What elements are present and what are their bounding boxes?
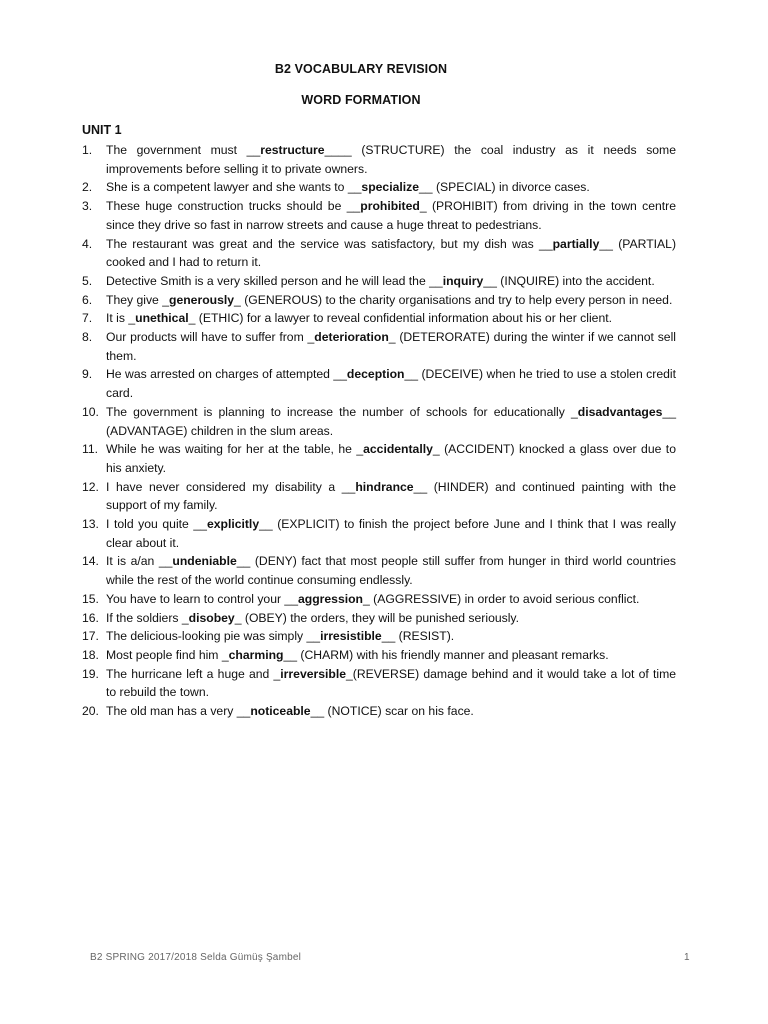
- item-text-before: The restaurant was great and the service was satisfactory, but my dish was __: [106, 236, 553, 251]
- item-number: 3.: [82, 199, 93, 214]
- item-number: 11.: [82, 442, 99, 457]
- exercise-item: [82, 328, 676, 365]
- item-text-before: The government is planning to increase the number of schools for educationally _: [106, 404, 578, 419]
- item-text-after: __ (DENY) fact that most people still suffer from hunger in third world countries while the rest of the world continue consuming endlessly.: [106, 554, 676, 588]
- exercise-item: [82, 291, 676, 310]
- item-text-before: She is a competent lawyer and she wants to __: [106, 180, 362, 195]
- page-number: 1: [684, 952, 690, 963]
- exercise-item: [82, 609, 676, 628]
- item-text-after: _ (ACCIDENT) knocked a glass over due to his anxiety.: [106, 442, 676, 475]
- item-number: 18.: [82, 647, 99, 662]
- item-answer: deception: [346, 367, 405, 382]
- item-text-after: _ (ETHIC) for a lawyer to reveal confidential information about his or her client.: [188, 311, 612, 326]
- item-number: 16.: [82, 610, 99, 625]
- item-number: 15.: [82, 591, 99, 606]
- item-number: 7.: [82, 311, 93, 326]
- item-answer: unethical: [135, 311, 189, 326]
- item-text-after: _ (GENEROUS) to the charity organisations and try to help every person in need.: [234, 292, 673, 307]
- exercise-item: [82, 590, 676, 609]
- item-text-after: __ (SPECIAL) in divorce cases.: [419, 180, 590, 195]
- item-text-before: Our products will have to suffer from _: [106, 330, 315, 345]
- item-text-after: __ (PARTIAL) cooked and I had to return it.: [106, 236, 676, 270]
- item-text-before: I have never considered my disability a __: [106, 479, 356, 494]
- item-number: 10.: [82, 404, 99, 419]
- item-text-before: If the soldiers _: [106, 610, 189, 625]
- item-text-after: _ (OBEY) the orders, they will be punished seriously.: [234, 610, 519, 625]
- item-text-after: _ (DETERORATE) during the winter if we cannot sell them.: [106, 330, 676, 363]
- exercise-item: [82, 440, 676, 477]
- item-text-before: The delicious-looking pie was simply __: [106, 629, 321, 644]
- exercise-item: [82, 403, 676, 440]
- item-text-after: __ (RESIST).: [381, 629, 455, 644]
- item-number: 2.: [82, 180, 93, 195]
- item-answer: restructure: [260, 143, 325, 157]
- item-answer: irreversible: [280, 666, 347, 681]
- item-text-after: __ (NOTICE) scar on his face.: [310, 704, 474, 719]
- item-text-before: You have to learn to control your __: [106, 591, 298, 606]
- item-text-after: __ (HINDER) and continued painting with the support of my family.: [106, 479, 676, 513]
- document-title: B2 VOCABULARY REVISION: [274, 62, 448, 76]
- item-number: 5.: [82, 273, 93, 288]
- exercise-item: [82, 665, 676, 702]
- item-number: 14.: [82, 554, 99, 569]
- item-answer: inquiry: [442, 273, 484, 288]
- item-answer: deterioration: [314, 330, 389, 345]
- item-text-before: Detective Smith is a very skilled person and he will lead the __: [106, 273, 443, 288]
- item-text-after: __ (INQUIRE) into the accident.: [483, 273, 655, 288]
- item-answer: disadvantages: [577, 404, 663, 419]
- item-text-before: They give _: [106, 292, 170, 307]
- item-text-before: While he was waiting for her at the table, he _: [106, 442, 364, 457]
- item-text-after: _(REVERSE) damage behind and it would take a lot of time to rebuild the town.: [106, 666, 676, 700]
- item-text-after: __ (CHARM) with his friendly manner and pleasant remarks.: [283, 647, 609, 662]
- item-answer: charming: [228, 647, 284, 662]
- item-text-after: __ (DECEIVE) when he tried to use a stolen credit card.: [106, 367, 676, 401]
- item-text-after: _ (AGGRESSIVE) in order to avoid serious conflict.: [363, 591, 640, 606]
- item-text-before: These huge construction trucks should be __: [106, 199, 361, 214]
- exercise-item: [82, 515, 676, 552]
- exercise-item: [82, 235, 676, 272]
- item-number: 12.: [82, 479, 99, 494]
- item-number: 17.: [82, 629, 99, 644]
- item-answer: partially: [552, 236, 600, 251]
- item-number: 19.: [82, 666, 99, 681]
- item-answer: explicitly: [206, 517, 260, 532]
- item-answer: irresistible: [320, 629, 382, 644]
- item-answer: aggression: [297, 591, 364, 606]
- exercise-item: [82, 478, 676, 515]
- item-text-before: The old man has a very __: [106, 704, 251, 719]
- document-subtitle: WORD FORMATION: [301, 93, 421, 107]
- exercise-item: [82, 272, 676, 291]
- item-text-after: ____ (STRUCTURE) the coal industry as it needs some improvements before selling it to private owners.: [106, 143, 676, 176]
- item-answer: hindrance: [355, 479, 414, 494]
- item-number: 1.: [82, 143, 93, 157]
- exercise-item: [82, 309, 676, 328]
- exercise-list: [82, 141, 676, 721]
- item-answer: disobey: [188, 610, 235, 625]
- item-answer: noticeable: [250, 704, 311, 719]
- footer-text: B2 SPRING 2017/2018 Selda Gümüş Şambel: [90, 952, 302, 963]
- item-text-before: The hurricane left a huge and _: [106, 666, 281, 681]
- exercise-item: [82, 646, 676, 665]
- exercise-item: [82, 178, 676, 197]
- item-number: 6.: [82, 292, 93, 307]
- item-number: 13.: [82, 517, 99, 532]
- item-text-after: _ (PROHIBIT) from driving in the town centre since they drive so fast in narrow streets and cause a huge threat to pedestrians.: [106, 199, 676, 232]
- item-answer: generously: [169, 292, 235, 307]
- item-answer: accidentally: [363, 442, 433, 457]
- item-number: 4.: [82, 236, 93, 251]
- item-text-before: The government must __: [106, 143, 261, 157]
- item-text-before: It is _: [106, 311, 136, 326]
- exercise-item: [82, 365, 676, 402]
- item-text-before: I told you quite __: [106, 517, 207, 532]
- unit-heading: UNIT 1: [82, 123, 122, 137]
- exercise-item: [82, 141, 676, 178]
- exercise-item: [82, 627, 676, 646]
- exercise-item: [82, 552, 676, 589]
- item-answer: prohibited: [360, 199, 420, 214]
- exercise-item: [82, 702, 676, 721]
- item-text-before: It is a/an __: [106, 554, 173, 569]
- item-number: 8.: [82, 330, 93, 345]
- item-number: 20.: [82, 704, 99, 719]
- item-answer: undeniable: [172, 554, 237, 569]
- item-text-before: He was arrested on charges of attempted __: [106, 367, 347, 382]
- item-text-after: __ (EXPLICIT) to finish the project before June and I think that I was really clear about it.: [106, 517, 676, 550]
- item-text-after: __ (ADVANTAGE) children in the slum areas.: [106, 404, 676, 438]
- exercise-item: [82, 197, 676, 234]
- item-text-before: Most people find him _: [106, 647, 229, 662]
- item-number: 9.: [82, 367, 93, 382]
- item-answer: specialize: [361, 180, 420, 195]
